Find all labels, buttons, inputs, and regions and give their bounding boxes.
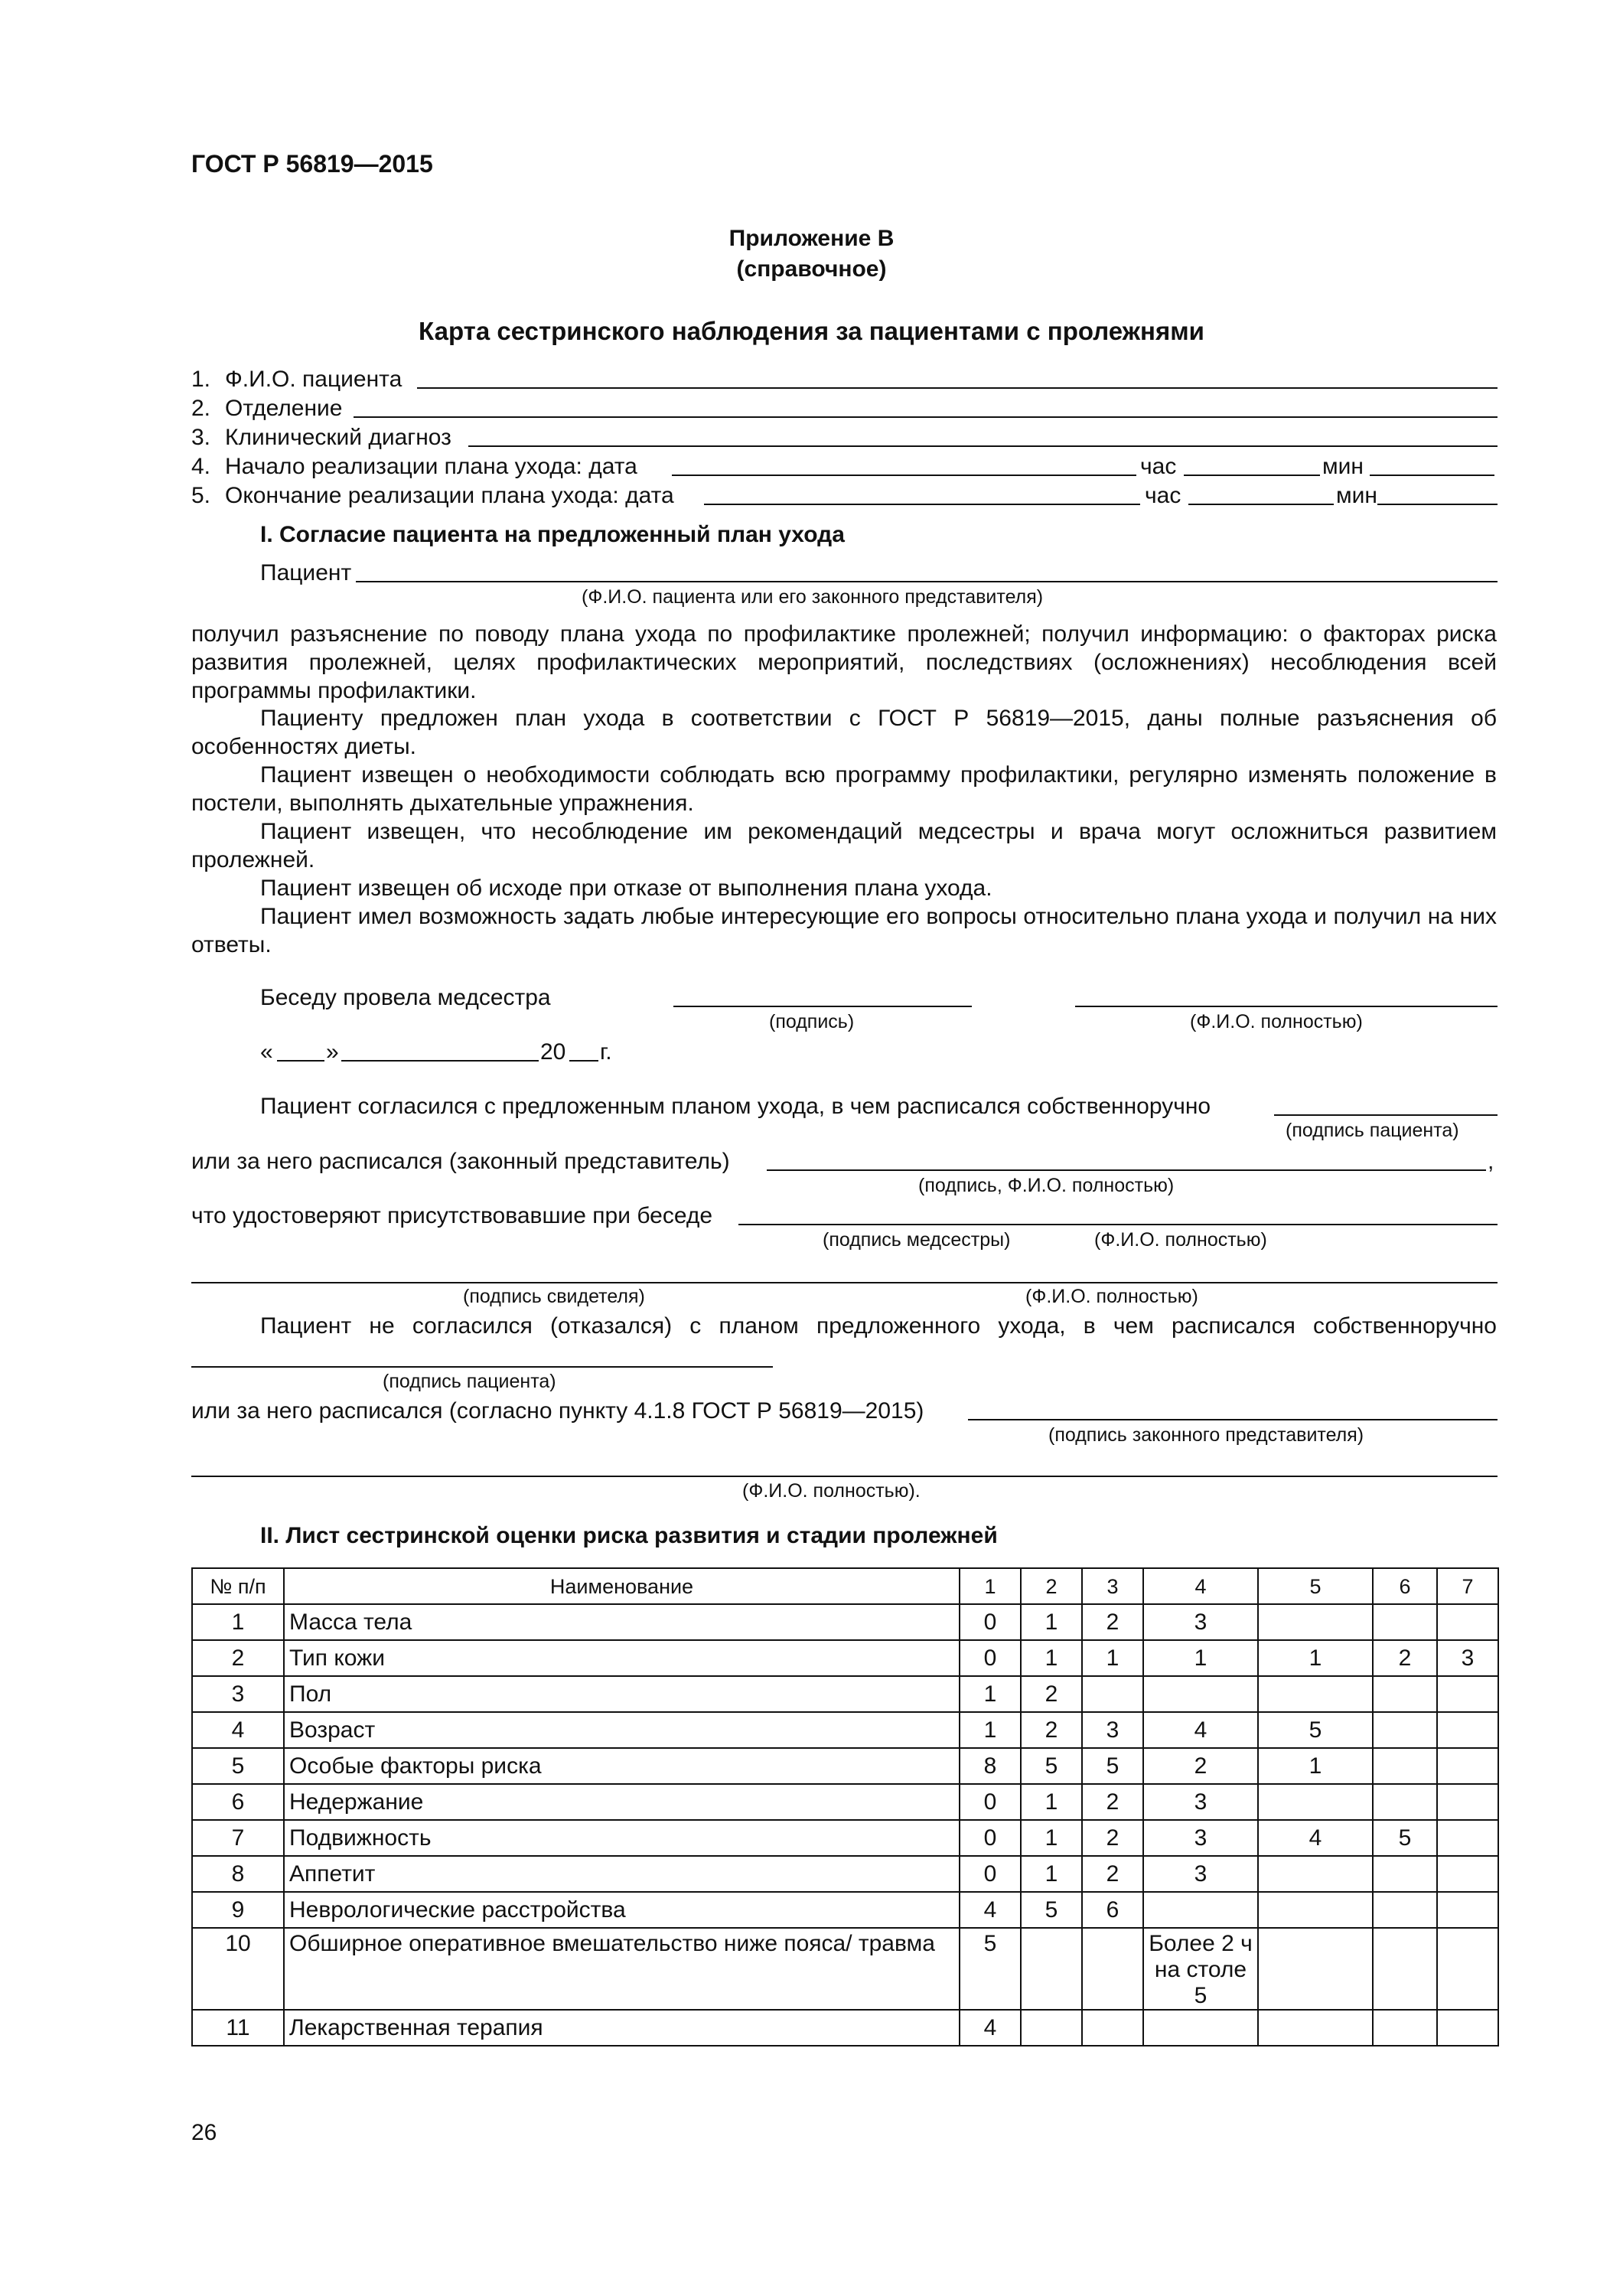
date-quote-open: « <box>260 1039 273 1065</box>
score-cell <box>1082 2010 1143 2046</box>
header-cell: 7 <box>1437 1568 1498 1604</box>
legal-rep-line[interactable] <box>767 1169 1486 1171</box>
score-cell: 2 <box>1021 1712 1082 1748</box>
score-cell <box>1258 1784 1373 1820</box>
score-cell: 5 <box>960 1928 1021 2010</box>
score-cell <box>1082 1928 1143 2010</box>
fio-caption: (Ф.И.О. полностью) <box>1190 1011 1363 1032</box>
row-number-cell: 10 <box>192 1928 284 2010</box>
table-row <box>192 1892 1498 1928</box>
date-day-line[interactable] <box>277 1060 324 1062</box>
score-cell: 5 <box>1082 1748 1143 1784</box>
score-cell <box>1373 1712 1437 1748</box>
patient-caption: (Ф.И.О. пациента или его законного представителя) <box>582 586 1044 608</box>
nurse-signature-caption: (подпись медсестры) <box>823 1229 1011 1251</box>
table-row <box>192 1712 1498 1748</box>
row-number-cell: 9 <box>192 1892 284 1928</box>
score-cell: 3 <box>1143 1820 1258 1856</box>
score-cell: 0 <box>960 1820 1021 1856</box>
witness-line[interactable] <box>191 1282 1498 1283</box>
table-header-row <box>192 1568 1498 1604</box>
refused-text: Пациент не согласился (отказался) с планом предложенного ухода, в чем расписался собственноручно <box>260 1313 1497 1339</box>
appendix-note: (справочное) <box>736 256 887 282</box>
field-num: 3. <box>191 425 211 450</box>
row-name-cell: Возраст <box>284 1712 960 1748</box>
field-num: 2. <box>191 396 211 421</box>
row-name-cell: Лекарственная терапия <box>284 2010 960 2046</box>
field-num: 1. <box>191 367 211 392</box>
score-cell: 2 <box>1082 1604 1143 1640</box>
witness-fio-caption: (Ф.И.О. полностью) <box>1025 1286 1198 1307</box>
paragraph-questions: Пациент имел возможность задать любые интересующие его вопросы относительно плана ухода и получил на них ответы. <box>191 904 1497 957</box>
table-row <box>192 1856 1498 1892</box>
score-cell: 0 <box>960 1604 1021 1640</box>
diagnosis-label: Клинический диагноз <box>225 425 451 450</box>
row-number-cell: 5 <box>192 1748 284 1784</box>
table-row <box>192 1928 1498 2010</box>
score-cell: 1 <box>1021 1604 1082 1640</box>
field-num: 4. <box>191 454 211 479</box>
nurse-label: Беседу провела медсестра <box>260 985 551 1010</box>
paragraph-explanation: получил разъяснение по поводу плана ухода по профилактике пролежней; получил информацию: о факторах риска развития пролежней, целях профилактических мероприятий, последствиях (осложнениях) несоблюдения всей программы профилактики. <box>191 621 1497 703</box>
score-cell <box>1373 1748 1437 1784</box>
score-cell <box>1373 1892 1437 1928</box>
paragraph-refusal-notice: Пациент извещен об исходе при отказе от выполнения плана ухода. <box>260 876 992 901</box>
score-cell <box>1143 1676 1258 1712</box>
end-hour-label: час <box>1145 483 1181 508</box>
start-date-label: Начало реализации плана ухода: дата <box>225 454 637 479</box>
score-cell: 1 <box>1258 1640 1373 1676</box>
score-cell: 1 <box>1258 1748 1373 1784</box>
start-date-line[interactable] <box>672 475 1136 476</box>
end-date-line[interactable] <box>704 504 1140 505</box>
date-year-suffix: г. <box>600 1039 612 1065</box>
header-cell: 4 <box>1143 1568 1258 1604</box>
score-cell <box>1021 2010 1082 2046</box>
header-cell: 5 <box>1258 1568 1373 1604</box>
score-cell: 5 <box>1373 1820 1437 1856</box>
score-cell <box>1437 1604 1498 1640</box>
row-name-cell: Аппетит <box>284 1856 960 1892</box>
start-min-label: мин <box>1322 454 1364 479</box>
paragraph-program-notice: Пациент извещен о необходимости соблюдать всю программу профилактики, регулярно изменять положение в постели, выполнять дыхательные упражнения. <box>191 762 1497 816</box>
score-cell: 3 <box>1082 1712 1143 1748</box>
diagnosis-line[interactable] <box>468 445 1498 447</box>
witnesses-nurse-line[interactable] <box>738 1224 1498 1225</box>
score-cell <box>1373 1928 1437 2010</box>
header-cell: 6 <box>1373 1568 1437 1604</box>
table-row <box>192 1676 1498 1712</box>
score-cell <box>1258 1676 1373 1712</box>
row-name-cell: Масса тела <box>284 1604 960 1640</box>
patient-signature-caption: (подпись пациента) <box>1286 1120 1459 1141</box>
end-min-line[interactable] <box>1377 504 1498 505</box>
score-cell <box>1143 1892 1258 1928</box>
table-row <box>192 1604 1498 1640</box>
score-cell: 2 <box>1143 1748 1258 1784</box>
score-cell: 1 <box>960 1676 1021 1712</box>
row-number-cell: 4 <box>192 1712 284 1748</box>
score-cell <box>1258 1604 1373 1640</box>
row-number-cell: 11 <box>192 2010 284 2046</box>
score-cell <box>1437 1856 1498 1892</box>
score-cell: 2 <box>1082 1856 1143 1892</box>
document-standard-id: ГОСТ Р 56819—2015 <box>191 150 433 178</box>
end-hour-line[interactable] <box>1188 504 1334 505</box>
score-cell <box>1437 1676 1498 1712</box>
field-num: 5. <box>191 483 211 508</box>
score-cell <box>1437 2010 1498 2046</box>
section-2-heading: II. Лист сестринской оценки риска развития и стадии пролежней <box>260 1523 998 1548</box>
score-cell: 8 <box>960 1748 1021 1784</box>
table-row <box>192 1748 1498 1784</box>
row-number-cell: 1 <box>192 1604 284 1640</box>
legal-rep-caption: (подпись, Ф.И.О. полностью) <box>918 1175 1175 1196</box>
score-cell <box>1373 1604 1437 1640</box>
legal-rep-signature-caption: (подпись законного представителя) <box>1048 1424 1364 1446</box>
score-cell <box>1373 1856 1437 1892</box>
nurse-fio-line[interactable] <box>1075 1006 1498 1007</box>
score-cell <box>1373 1676 1437 1712</box>
header-cell: 3 <box>1082 1568 1143 1604</box>
legal-rep-text: или за него расписался (законный представитель) <box>191 1149 730 1174</box>
row-number-cell: 6 <box>192 1784 284 1820</box>
score-cell: 3 <box>1143 1604 1258 1640</box>
score-cell: 4 <box>960 2010 1021 2046</box>
score-cell <box>1437 1892 1498 1928</box>
score-cell: 1 <box>1021 1856 1082 1892</box>
row-name-cell: Особые факторы риска <box>284 1748 960 1784</box>
patient-label: Пациент <box>260 560 352 585</box>
table-row <box>192 1820 1498 1856</box>
paragraph-noncompliance-notice: Пациент извещен, что несоблюдение им рекомендаций медсестры и врача могут осложниться развитием пролежней. <box>191 819 1497 872</box>
score-cell <box>1021 1928 1082 2010</box>
score-cell: 3 <box>1143 1784 1258 1820</box>
score-cell: 4 <box>960 1892 1021 1928</box>
score-cell <box>1258 1892 1373 1928</box>
row-number-cell: 2 <box>192 1640 284 1676</box>
header-cell: 2 <box>1021 1568 1082 1604</box>
row-name-cell: Неврологические расстройства <box>284 1892 960 1928</box>
score-cell <box>1437 1820 1498 1856</box>
score-cell: 3 <box>1143 1856 1258 1892</box>
page-number: 26 <box>191 2120 217 2145</box>
score-cell: 5 <box>1021 1748 1082 1784</box>
score-cell: 1 <box>1021 1784 1082 1820</box>
row-name-cell: Тип кожи <box>284 1640 960 1676</box>
header-cell: 1 <box>960 1568 1021 1604</box>
paragraph-plan-offered: Пациенту предложен план ухода в соответствии с ГОСТ Р 56819—2015, даны полные разъяснения об особенностях диеты. <box>191 706 1497 759</box>
score-cell: 3 <box>1437 1640 1498 1676</box>
or-signed-text: или за него расписался (согласно пункту 4.1.8 ГОСТ Р 56819—2015) <box>191 1398 924 1424</box>
score-cell: 6 <box>1082 1892 1143 1928</box>
date-quote-close: » <box>326 1039 339 1065</box>
score-cell: 1 <box>1143 1640 1258 1676</box>
start-hour-line[interactable] <box>1184 475 1320 476</box>
patient-signature-line[interactable] <box>1274 1114 1498 1116</box>
nurse-fio-caption: (Ф.И.О. полностью) <box>1094 1229 1267 1251</box>
score-cell: 2 <box>1082 1784 1143 1820</box>
score-cell <box>1437 1712 1498 1748</box>
score-cell: 5 <box>1258 1712 1373 1748</box>
patient-name-label: Ф.И.О. пациента <box>225 367 402 392</box>
legal-rep-comma: , <box>1488 1149 1494 1174</box>
table-row <box>192 2010 1498 2046</box>
date-year-prefix: 20 <box>540 1039 566 1065</box>
appendix-title: Приложение В <box>728 226 895 251</box>
score-cell <box>1082 1676 1143 1712</box>
row-name-cell: Пол <box>284 1676 960 1712</box>
score-cell: Более 2 ч на столе 5 <box>1143 1928 1258 2010</box>
score-cell <box>1437 1928 1498 2010</box>
page-title: Карта сестринского наблюдения за пациентами с пролежнями <box>419 317 1204 345</box>
score-cell <box>1373 1784 1437 1820</box>
score-cell: 2 <box>1082 1820 1143 1856</box>
patient-line[interactable] <box>356 581 1498 582</box>
start-min-line[interactable] <box>1370 475 1494 476</box>
row-number-cell: 8 <box>192 1856 284 1892</box>
legal-rep-fio-caption: (Ф.И.О. полностью). <box>742 1480 921 1502</box>
score-cell: 5 <box>1021 1892 1082 1928</box>
score-cell: 0 <box>960 1784 1021 1820</box>
score-cell <box>1258 2010 1373 2046</box>
agreed-text: Пациент согласился с предложенным планом ухода, в чем расписался собственноручно <box>260 1094 1211 1119</box>
section-1-heading: I. Согласие пациента на предложенный план ухода <box>260 522 845 547</box>
header-cell: № п/п <box>192 1568 284 1604</box>
department-label: Отделение <box>225 396 343 421</box>
row-name-cell: Обширное оперативное вмешательство ниже пояса/ травма <box>284 1928 960 2010</box>
score-cell: 1 <box>1021 1640 1082 1676</box>
score-cell <box>1143 2010 1258 2046</box>
score-cell: 2 <box>1021 1676 1082 1712</box>
score-cell: 1 <box>960 1712 1021 1748</box>
nurse-signature-line[interactable] <box>673 1006 972 1007</box>
risk-assessment-table <box>191 1567 1499 2047</box>
table-row <box>192 1640 1498 1676</box>
score-cell: 0 <box>960 1640 1021 1676</box>
date-month-line[interactable] <box>341 1060 539 1062</box>
start-hour-label: час <box>1140 454 1177 479</box>
score-cell <box>1258 1928 1373 2010</box>
signature-caption: (подпись) <box>769 1011 855 1032</box>
score-cell: 1 <box>1021 1820 1082 1856</box>
witness-signature-caption: (подпись свидетеля) <box>463 1286 645 1307</box>
end-date-label: Окончание реализации плана ухода: дата <box>225 483 674 508</box>
row-number-cell: 3 <box>192 1676 284 1712</box>
refused-signature-line[interactable] <box>191 1366 773 1368</box>
refused-signature-caption: (подпись пациента) <box>383 1371 556 1392</box>
row-name-cell: Недержание <box>284 1784 960 1820</box>
end-min-label: мин <box>1336 483 1377 508</box>
header-cell: Наименование <box>284 1568 960 1604</box>
score-cell <box>1373 2010 1437 2046</box>
date-year-line[interactable] <box>569 1060 598 1062</box>
legal-rep-fio-line[interactable] <box>191 1476 1498 1477</box>
score-cell: 0 <box>960 1856 1021 1892</box>
row-name-cell: Подвижность <box>284 1820 960 1856</box>
row-number-cell: 7 <box>192 1820 284 1856</box>
department-line[interactable] <box>354 416 1498 418</box>
score-cell <box>1437 1784 1498 1820</box>
patient-name-line[interactable] <box>417 387 1498 389</box>
witnesses-text: что удостоверяют присутствовавшие при беседе <box>191 1203 713 1228</box>
score-cell <box>1437 1748 1498 1784</box>
score-cell: 4 <box>1258 1820 1373 1856</box>
score-cell: 1 <box>1082 1640 1143 1676</box>
table-row <box>192 1784 1498 1820</box>
legal-rep-signature-line[interactable] <box>968 1419 1498 1420</box>
score-cell: 4 <box>1143 1712 1258 1748</box>
score-cell: 2 <box>1373 1640 1437 1676</box>
score-cell <box>1258 1856 1373 1892</box>
